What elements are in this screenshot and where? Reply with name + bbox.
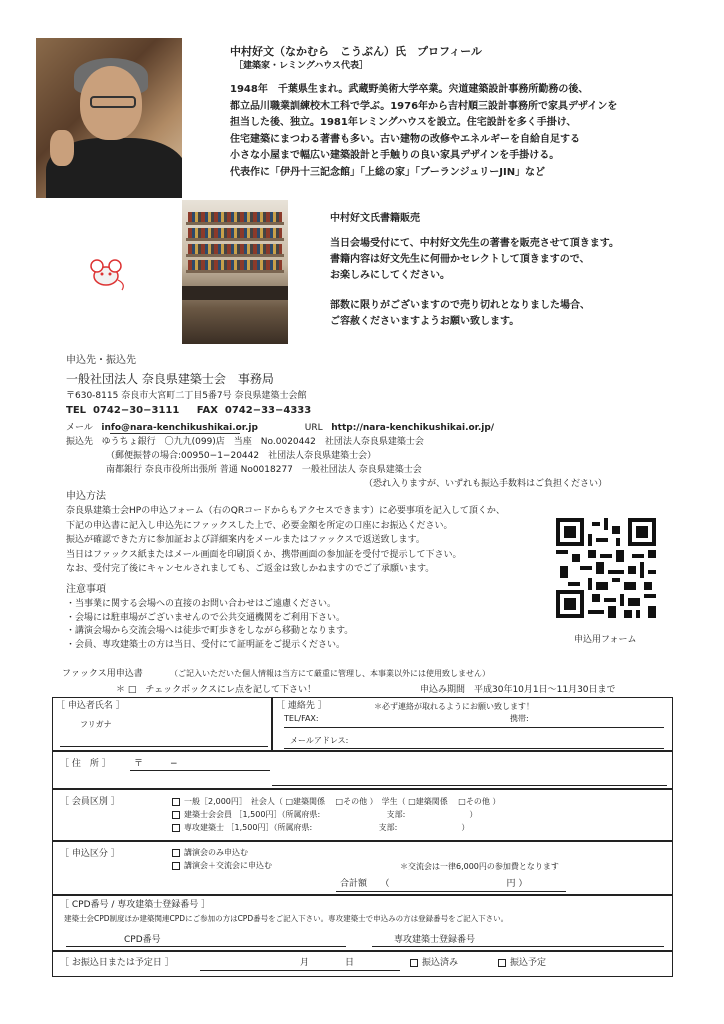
checkbox-note: ＊ □ チェックボックスにレ点を記して下さい！: [116, 685, 317, 695]
notes-heading: 注意事項: [66, 584, 106, 595]
checkbox-icon[interactable]: [172, 811, 180, 819]
mail-link[interactable]: info@nara-kenchikushikai.or.jp: [101, 423, 258, 433]
mail-underline: [110, 433, 240, 434]
cpd-number-input[interactable]: [66, 946, 346, 947]
date-underline: [200, 970, 400, 971]
address-label: ［ 住 所 ］: [60, 759, 111, 769]
checkbox-icon[interactable]: [172, 798, 180, 806]
tel-fax-input[interactable]: [284, 727, 664, 728]
apply-label: ［ 申込区分 ］: [60, 849, 120, 859]
books-title: 中村好文氏書籍販売: [330, 213, 420, 224]
email-input[interactable]: [284, 748, 664, 749]
specialist-number-label: 専攻建築士登録番号: [394, 935, 476, 945]
contact-heading: 申込先・振込先: [66, 355, 136, 366]
address-input[interactable]: [272, 785, 667, 786]
profile-name: 中村好文（なかむら こうぶん）氏 プロフィール: [230, 45, 482, 58]
checkbox-icon[interactable]: [172, 849, 180, 857]
contact-note: ＊必ず連絡が取れるようにお願い致します！: [374, 702, 534, 711]
checkbox-icon[interactable]: [172, 862, 180, 870]
notes-text: ・当事業に関する会場への直接のお問い合わせはご遠慮ください。 ・会場には駐車場がございませんので公共交通機関をご利用下さい。 ・講演会場から交流会場へは徒歩で町歩きをしながら移動となります。 ・会員、専攻建築士の方は当日、受付にて証明証をご提示ください。: [66, 599, 354, 650]
portrait-photo: [36, 38, 182, 198]
profile-role: ［建築家・レミングハウス代表］: [234, 61, 369, 71]
checkbox-icon[interactable]: [498, 959, 506, 967]
specialist-number-input[interactable]: [372, 946, 664, 947]
member-specialist-option[interactable]: 専攻建築士 ［1,500円］（所属府県: 支部: ）: [172, 823, 469, 834]
member-society-option[interactable]: 建築士会会員 ［1,500円］（所属府県: 支部: ）: [172, 810, 477, 821]
contact-tel-line: TEL 0742−30−3111 FAX 0742−33−4333: [66, 405, 312, 416]
total-amount-field[interactable]: 合計額 （ 円 ）: [340, 879, 528, 889]
method-heading: 申込方法: [66, 491, 106, 502]
url-link[interactable]: http://nara-kenchikushikai.or.jp/: [331, 423, 495, 433]
apply-lecture-option[interactable]: 講演会のみ申込む: [172, 848, 248, 859]
mobile-label: 携帯:: [510, 714, 529, 723]
bank-line-3: 南都銀行 奈良市役所出張所 普通 No0018277 一般社団法人 奈良県建築士会: [106, 465, 422, 475]
cpd-label: ［ CPD番号 / 専攻建築士登録番号 ］: [60, 900, 211, 910]
contact-org: 一般社団法人 奈良県建築士会 事務局: [66, 372, 274, 386]
paid-option[interactable]: 振込済み: [410, 957, 458, 970]
cpd-number-label: CPD番号: [124, 935, 161, 945]
method-text: 奈良県建築士会HPの申込フォーム（右のQRコードからもアクセスできます）に必要事項を記入して頂くか、 下記の申込書に記入し申込先にファックスした上で、必要金額を所定の口座にお振込ください。 振込が確認できた方に参加証および詳細案内をメールまたはファックスで返送致します。 当日はファックス紙またはメール画面を印刷頂くか、携帯画面の参加証を受付で提示して下さい。 なお、受付完了後にキャンセルされましても、ご返金は致しかねますのでご了承願います。: [66, 506, 505, 574]
bank-line-2: （郵便振替の場合:00950−1−20442 社団法人奈良県建築士会）: [106, 451, 377, 461]
interior-photo: [182, 200, 288, 344]
date-label: ［ お振込日または予定日 ］: [60, 958, 174, 968]
profile-bio: 1948年 千葉県生まれ。武蔵野美術大学卒業。宍道建築設計事務所勤務の後、 都立品川職業訓練校木工科で学ぶ。1976年から吉村順三設計事務所で家具デザインを 担当した後、独立。1981年レミングハウスを設立。住宅設計を多く手掛け、 住宅建築にまつわる著書も多い。古い建物の改修やエネルギーを自給自足する 小さな小屋まで幅広い建築設計と手触りの良い家具デザインを手掛ける。 代表作に「伊丹十三記念館」「上総の家」「ブーランジュリーJIN」など: [230, 84, 618, 178]
postal-code-input[interactable]: 〒 −: [134, 759, 178, 769]
contact-address: 〒630-8115 奈良市大宮町二丁目5番7号 奈良県建築士会館: [66, 391, 307, 401]
privacy-note: （ご記入いただいた個人情報は当方にて厳重に管理し、本事業以外には使用致しません）: [170, 669, 490, 678]
books-text: 当日会場受付にて、中村好文先生の著書を販売させて頂きます。 書籍内容は好文先生に何冊かセレクトして頂きますので、 お楽しみにしてください。 部数に限りがございますので売り切れとなりました場合、 ご容赦くださいますようお願い致します。: [330, 238, 619, 327]
qr-caption: 申込用フォーム: [574, 635, 637, 645]
name-label: ［ 申込者氏名 ］: [56, 701, 125, 711]
planned-option[interactable]: 振込予定: [498, 957, 546, 970]
fax-form-title: ファックス用申込書: [62, 669, 143, 679]
contact-label: ［ 連絡先 ］: [276, 701, 327, 711]
cpd-note: 建築士会CPD制度ほか建築関連CPDにご参加の方はCPD番号をご記入下さい。専攻建築士で申込みの方は登録番号をご記入下さい。: [64, 914, 509, 923]
application-period: 申込み期間 平成30年10月1日〜11月30日まで: [420, 685, 616, 695]
furigana-label: フリガナ: [80, 720, 112, 729]
name-input[interactable]: [60, 746, 268, 747]
date-input[interactable]: 月 日: [300, 958, 355, 968]
apply-both-option[interactable]: 講演会＋交流会に申込む: [172, 861, 272, 872]
email-label: メールアドレス:: [290, 736, 349, 745]
member-label: ［ 会員区別 ］: [60, 797, 120, 807]
mouse-logo-icon: [84, 252, 128, 292]
apply-note: ＊交流会は一律6,000円の参加費となります: [400, 862, 559, 871]
total-underline: [336, 891, 566, 892]
bank-line-1: 振込先 ゆうちょ銀行 〇九九(099)店 当座 No.0020442 社団法人奈良県建築士会: [66, 437, 424, 447]
contact-mail-line: メール info@nara-kenchikushikai.or.jp URL http://nara-kenchikushikai.or.jp/: [66, 423, 495, 433]
bank-note: （恐れ入りますが、いずれも振込手数料はご負担ください）: [364, 479, 608, 489]
checkbox-icon[interactable]: [410, 959, 418, 967]
postal-underline: [130, 770, 270, 771]
tel-fax-label: TEL/FAX:: [284, 714, 319, 723]
qr-code-icon[interactable]: [556, 518, 656, 618]
checkbox-icon[interactable]: [172, 824, 180, 832]
member-general-option[interactable]: 一般［2,000円］ 社会人（ □建築関係 □その他 ） 学生（ □建築関係 □その他 ）: [172, 797, 500, 808]
